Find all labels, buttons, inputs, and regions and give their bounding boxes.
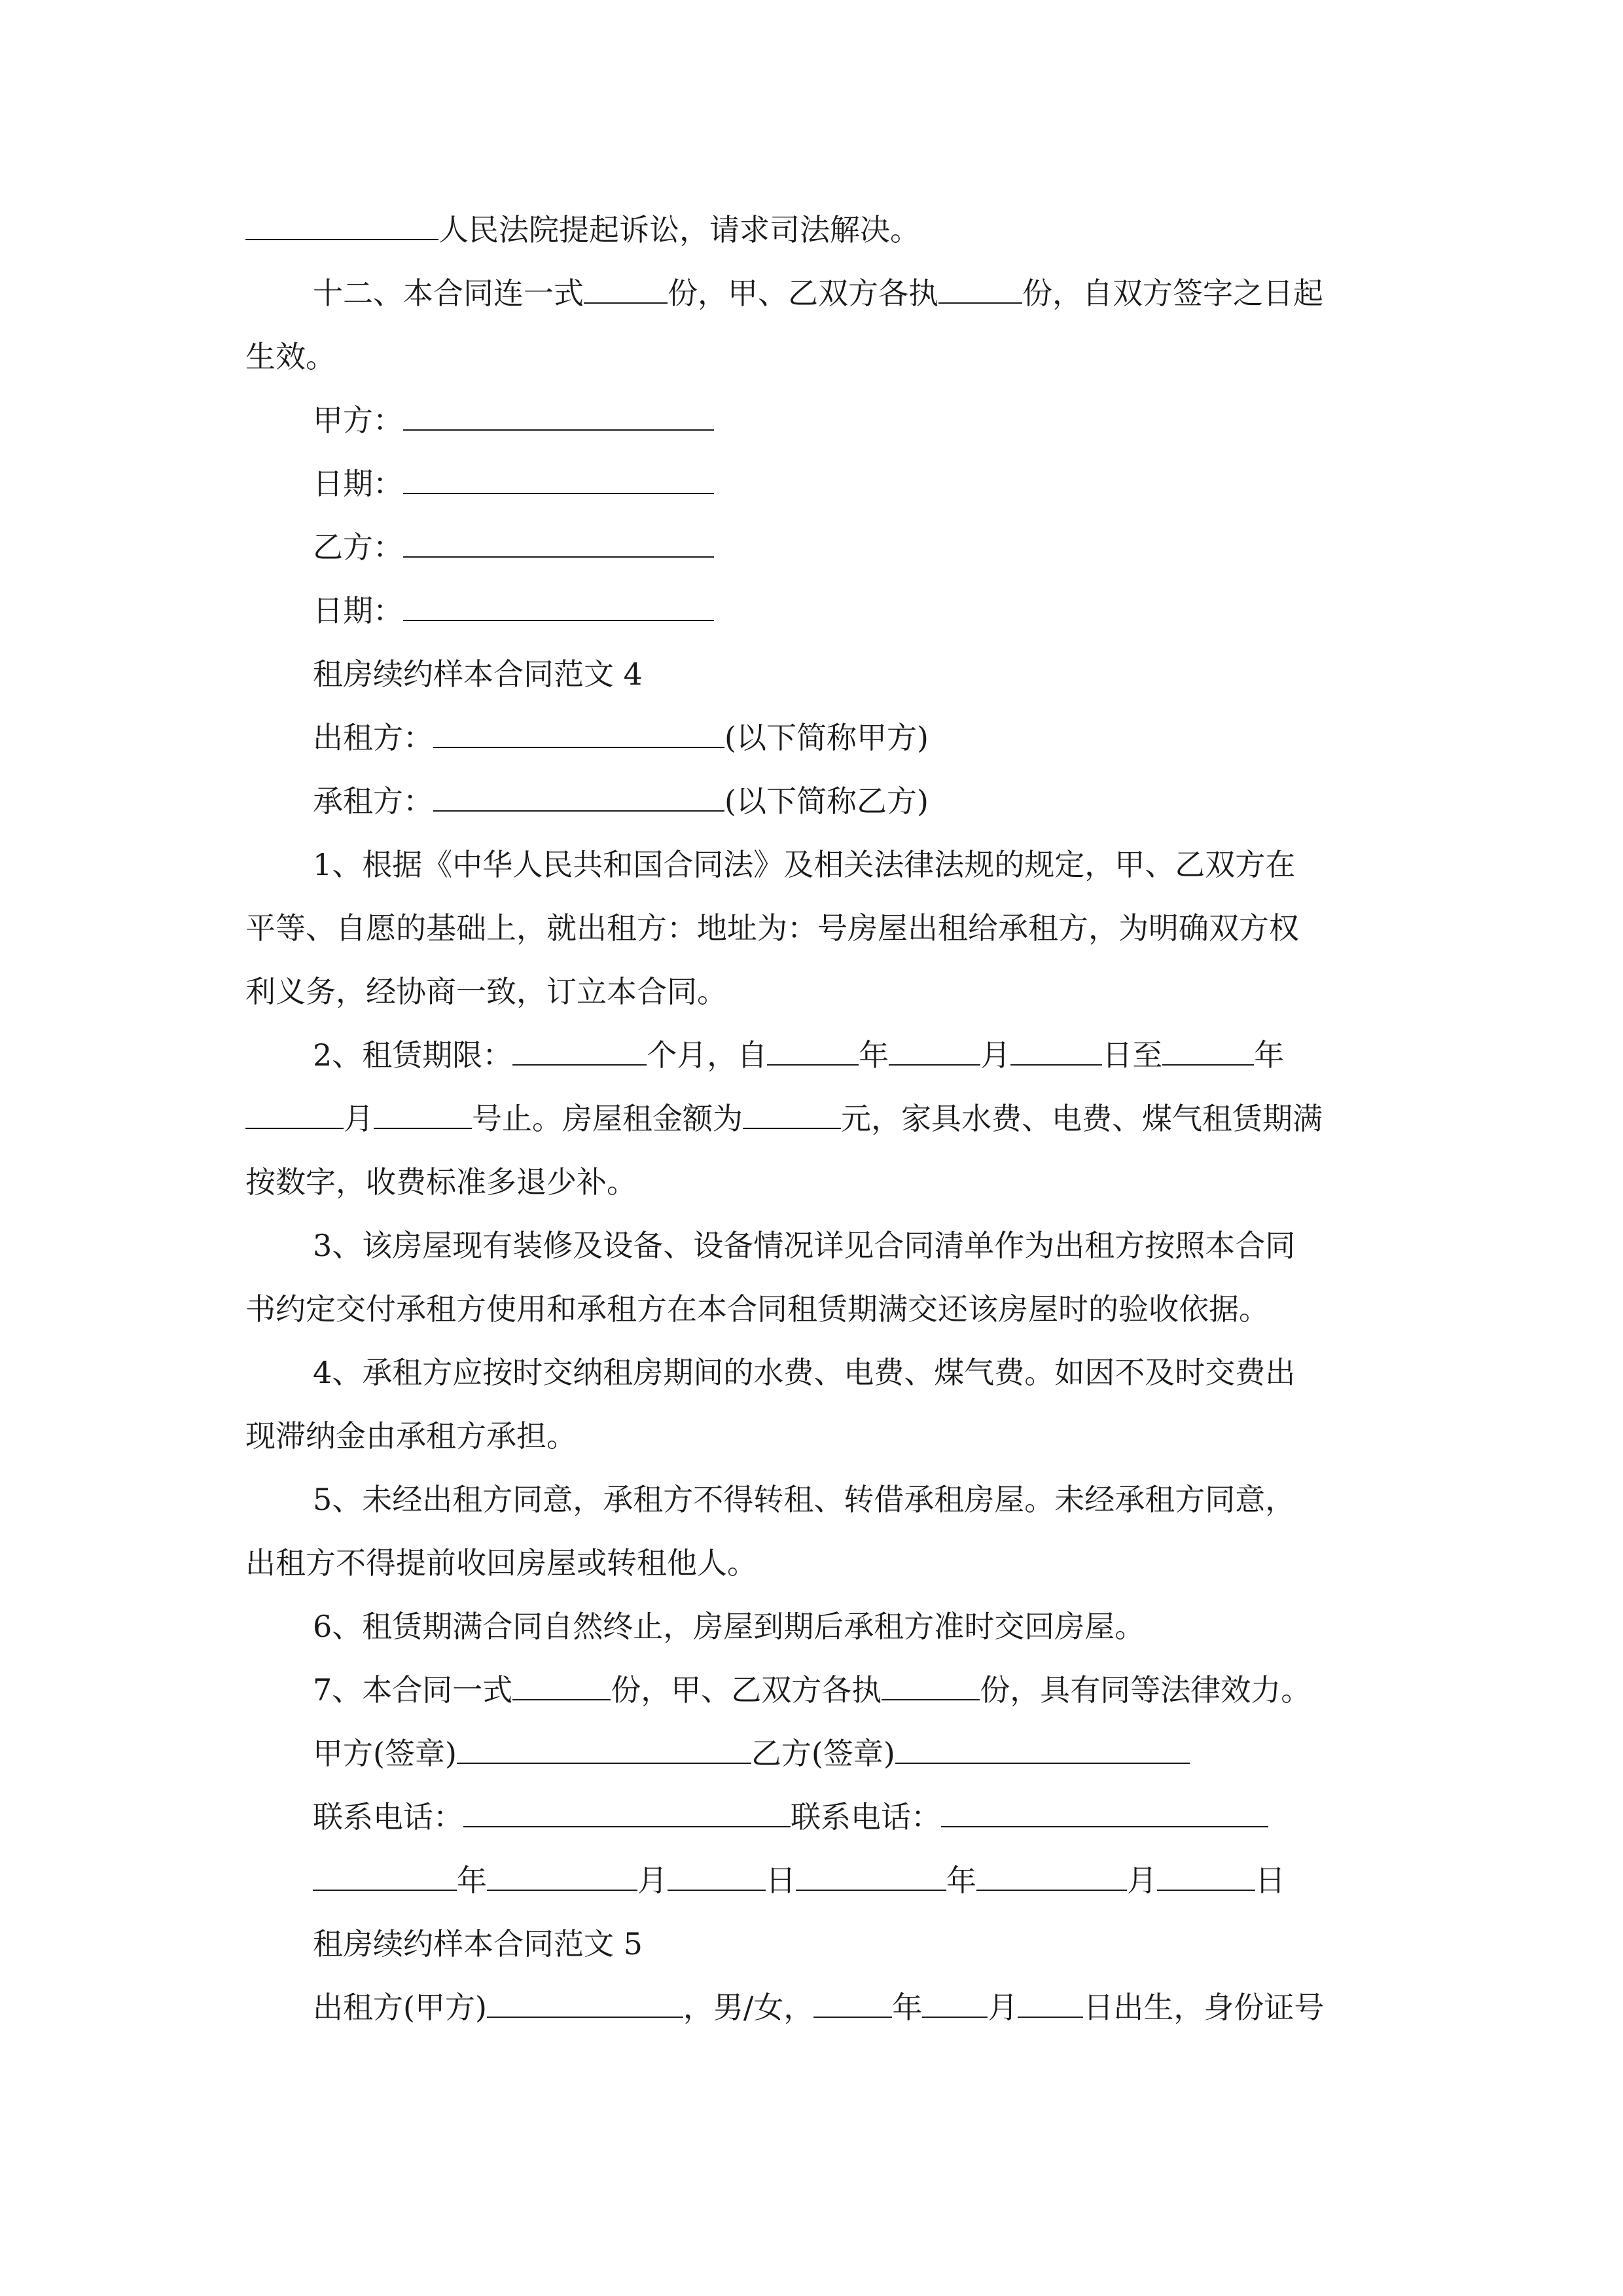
- sign-party-a: 甲方：: [313, 389, 1452, 452]
- blank-copies-each: [882, 1661, 980, 1700]
- blank-copies: [584, 264, 668, 304]
- line-text: 人民法院提起诉讼，请求司法解决。: [438, 212, 920, 247]
- blank-months: [512, 1026, 647, 1066]
- text-line: 平等、自愿的基础上，就出租方：地址为：号房屋出租给承租方，为明确双方权: [245, 910, 1299, 946]
- text-line: 现滞纳金由承租方承担。: [245, 1418, 577, 1454]
- seal-blank-b: [895, 1725, 1190, 1764]
- blank-day: [1010, 1026, 1102, 1066]
- lessor-name-blank: [487, 1979, 683, 2018]
- date-blank: [403, 582, 714, 621]
- text-line: 5、未经出租方同意，承租方不得转租、转借承租房屋。未经承租方同意，: [313, 1482, 1296, 1517]
- blank-day: [374, 1090, 472, 1129]
- lessor-line: 出租方： (以下简称甲方): [313, 706, 1452, 770]
- clause-12-line: 十二、本合同连一式 份，甲、乙双方各执 份，自双方签字之日起: [313, 262, 1452, 325]
- phone-line: 联系电话： 联系电话：: [313, 1785, 1452, 1849]
- text-line: [245, 198, 1384, 262]
- blank-month: [976, 1852, 1127, 1891]
- text-line: 生效。: [245, 339, 336, 374]
- sign-party-b: 乙方：: [313, 516, 1452, 579]
- signature-blank: [403, 391, 714, 431]
- phone-blank-a: [463, 1788, 791, 1827]
- blank-court: [245, 201, 438, 240]
- date-line: 年 月 日 年 月 日: [313, 1849, 1452, 1912]
- lessor-blank: [433, 709, 724, 748]
- blank-day: [668, 1852, 766, 1891]
- lease-term-line: 2、租赁期限： 个月，自 年 月 日至 年: [313, 1024, 1452, 1087]
- blank-copies-each: [938, 264, 1022, 304]
- blank-copies: [512, 1661, 611, 1700]
- text-line: 6、租赁期满合同自然终止，房屋到期后承租方准时交回房屋。: [313, 1609, 1145, 1644]
- blank-day: [1018, 1979, 1083, 2018]
- clause-7-line: 7、本合同一式 份，甲、乙双方各执 份，具有同等法律效力。: [313, 1659, 1452, 1722]
- text-line: 4、承租方应按时交纳租房期间的水费、电费、煤气费。如因不及时交费出: [313, 1355, 1296, 1390]
- seal-line: 甲方(签章) 乙方(签章): [313, 1722, 1452, 1785]
- lease-term-line-2: 月 号止。房屋租金额为 元，家具水费、电费、煤气租赁期满: [245, 1087, 1384, 1151]
- blank-year: [313, 1852, 457, 1891]
- lessee-line: 承租方： (以下简称乙方): [313, 770, 1452, 833]
- text-line: 3、该房屋现有装修及设备、设备情况详见合同清单作为出租方按照本合同: [313, 1228, 1296, 1263]
- lessor-5-line: 出租方(甲方) ，男/女， 年 月 日出生，身份证号: [313, 1976, 1452, 2039]
- phone-blank-b: [941, 1788, 1268, 1827]
- text-line: 1、根据《中华人民共和国合同法》及相关法律法规的规定，甲、乙双方在: [313, 847, 1296, 882]
- blank-year: [796, 1852, 946, 1891]
- text-line: 出租方不得提前收回房屋或转租他人。: [245, 1545, 757, 1581]
- blank-month: [487, 1852, 637, 1891]
- section-heading-4: 租房续约样本合同范文 4: [313, 656, 643, 692]
- sign-date-a: 日期：: [313, 452, 1452, 516]
- blank-day: [1157, 1852, 1255, 1891]
- date-blank: [403, 455, 714, 494]
- signature-blank: [403, 518, 714, 558]
- section-heading-5: 租房续约样本合同范文 5: [313, 1926, 643, 1962]
- blank-year: [767, 1026, 859, 1066]
- blank-month: [245, 1090, 344, 1129]
- sign-date-b: 日期：: [313, 579, 1452, 643]
- lessee-blank: [433, 772, 724, 812]
- text-line: 利义务，经协商一致，订立本合同。: [245, 974, 727, 1009]
- blank-year: [1162, 1026, 1254, 1066]
- text-line: 按数字，收费标准多退少补。: [245, 1164, 637, 1200]
- blank-rent: [743, 1090, 841, 1129]
- blank-month: [889, 1026, 980, 1066]
- blank-year: [813, 1979, 892, 2018]
- seal-blank-a: [457, 1725, 751, 1764]
- text-line: 书约定交付承租方使用和承租方在本合同租赁期满交还该房屋时的验收依据。: [245, 1291, 1269, 1327]
- blank-month: [922, 1979, 988, 2018]
